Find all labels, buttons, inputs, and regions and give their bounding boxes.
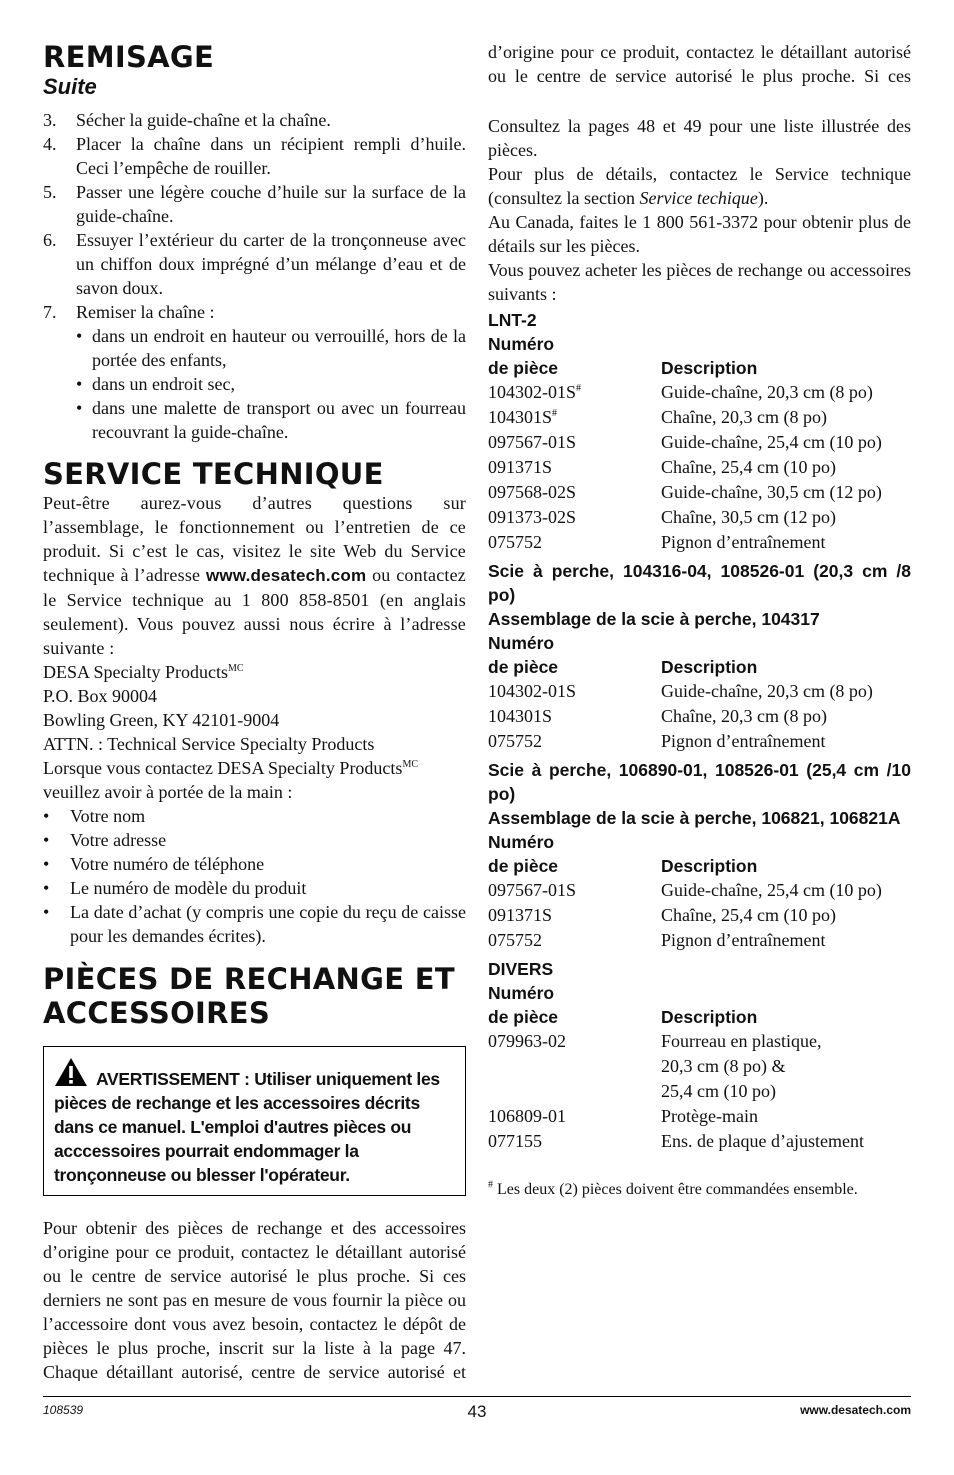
step-text: Sécher la guide-chaîne et la chaîne. <box>76 110 331 130</box>
parts-table <box>488 332 911 555</box>
part-number: 079963-02 <box>488 1031 566 1051</box>
table-row <box>488 878 911 903</box>
page-footer <box>43 1396 911 1421</box>
parts-group <box>488 308 911 555</box>
list-item: • Le numéro de modèle du produit <box>43 878 307 898</box>
step-number: 7. <box>43 302 57 322</box>
parts-body <box>488 114 911 306</box>
part-number: 097568-02S <box>488 482 577 502</box>
list-item: • La date d’achat (y compris une copie du reçu de caisse pour les demandes écrites). <box>43 902 466 946</box>
column-header-description: Description <box>661 657 758 677</box>
warning-text: AVERTISSEMENT : Utiliser uniquement les pièces de rechange et les accessoires décrits dans ce manuel. L'emploi d'autres pièces ou acccessoires pourrait endommager la tronçonneuse ou blesser l'opérateur. <box>54 1069 440 1185</box>
list-item: • Votre numéro de téléphone <box>43 854 265 874</box>
step-item <box>43 180 466 228</box>
part-description: Guide-chaîne, 25,4 cm (10 po) <box>661 432 882 452</box>
part-description: Pignon d’entraînement <box>661 731 826 751</box>
parts-paragraph-1-continued: d’origine pour ce produit, contactez le détaillant autorisé ou le centre de service autorisé le plus proche. Si ces <box>488 42 911 86</box>
table-row <box>488 530 911 555</box>
table-row <box>488 405 911 430</box>
part-number: 104302-01S# <box>488 382 582 402</box>
part-description: Fourreau en plastique, 20,3 cm (8 po) & 25,4 cm (10 po) <box>661 1031 822 1101</box>
parts-group-heading: LNT-2 <box>488 310 537 330</box>
column-header-part: de pièce <box>488 358 559 378</box>
storage-bullets <box>76 324 466 444</box>
step-text: Passer une légère couche d’huile sur la surface de la guide-chaîne. <box>76 182 466 226</box>
service-body <box>43 491 466 948</box>
table-row <box>488 480 911 505</box>
service-website-link[interactable]: www.desatech.com <box>205 566 367 585</box>
part-description: Chaîne, 20,3 cm (8 po) <box>661 407 827 427</box>
parts-group-heading: Assemblage de la scie à perche, 106821, 106821A <box>488 808 901 828</box>
trademark-mark: MC <box>228 663 244 674</box>
step-item <box>43 300 466 444</box>
table-row <box>488 928 911 953</box>
column-header-part: Numéro <box>488 334 555 354</box>
parts-list <box>488 308 911 1154</box>
step-item <box>43 132 466 180</box>
parts-paragraph-2: Consultez la pages 48 et 49 pour une liste illustrée des pièces. <box>488 116 911 160</box>
table-row <box>488 729 911 754</box>
parts-group <box>488 957 911 1154</box>
part-number: 104301S <box>488 706 553 726</box>
step-text: Placer la chaîne dans un récipient rempli d’huile. Ceci l’empêche de rouiller. <box>76 134 466 178</box>
table-row <box>488 380 911 405</box>
part-description: Ens. de plaque d’ajustement <box>661 1131 864 1151</box>
parts-table <box>488 631 911 754</box>
part-number: 091371S <box>488 905 553 925</box>
table-row <box>488 430 911 455</box>
part-number: 075752 <box>488 930 542 950</box>
step-item <box>43 228 466 300</box>
part-description: Guide-chaîne, 20,3 cm (8 po) <box>661 681 873 701</box>
service-section-reference: Service techique <box>639 188 758 208</box>
part-number: 075752 <box>488 532 542 552</box>
step-number: 3. <box>43 110 57 130</box>
parts-continued <box>488 40 911 88</box>
service-intro: Peut-être aurez-vous d’autres questions sur l’assemblage, le fonctionnement ou l’entretien de ce produit. Si c’est le cas, visitez le site Web du Service technique à l’adresse www.desatech.com ou contactez le Service technique au 1 800 858-8501 (en anglais seulement). Vous pouvez aussi nous écrire à l’adresse suivante : <box>43 493 466 658</box>
part-description: Pignon d’entraînement <box>661 930 826 950</box>
column-header-description: Description <box>661 856 758 876</box>
parts-group-heading: Assemblage de la scie à perche, 104317 <box>488 609 820 629</box>
contact-instructions: Lorsque vous contactez DESA Specialty Products$^{MC}$ veuillez avoir à portée de la main : <box>43 758 418 802</box>
column-header-part: de pièce <box>488 1007 559 1027</box>
parts-paragraph-4: Au Canada, faites le 1 800 561-3372 pour obtenir plus de détails sur les pièces. <box>488 212 911 256</box>
part-description: Chaîne, 25,4 cm (10 po) <box>661 905 836 925</box>
column-header-description: Description <box>661 358 758 378</box>
step-number: 6. <box>43 230 57 250</box>
column-header-part: Numéro <box>488 633 555 653</box>
parts-heading: PIÈCES DE RECHANGE ET ACCESSOIRES <box>43 962 455 1030</box>
parts-group-heading: DIVERS <box>488 959 554 979</box>
part-number: 106809-01 <box>488 1106 566 1126</box>
list-item: • dans un endroit sec, <box>76 374 235 394</box>
column-header-part: de pièce <box>488 657 559 677</box>
part-description: Guide-chaîne, 20,3 cm (8 po) <box>661 382 873 402</box>
contact-checklist <box>43 804 466 948</box>
part-description: Pignon d’entraînement <box>661 532 826 552</box>
table-row <box>488 1104 911 1129</box>
parts-table <box>488 981 911 1154</box>
parts-group <box>488 758 911 953</box>
parts-table <box>488 830 911 953</box>
table-row <box>488 704 911 729</box>
part-number: 091373-02S <box>488 507 577 527</box>
step-item <box>43 108 466 132</box>
column-header-description: Description <box>661 1007 758 1027</box>
parts-group-heading: Scie à perche, 104316-04, 108526-01 (20,3 cm /8 po) <box>488 561 911 605</box>
part-description: Chaîne, 25,4 cm (10 po) <box>661 457 836 477</box>
address-company: DESA Specialty Products$^{MC}$ <box>43 662 244 682</box>
step-text: Remiser la chaîne : <box>76 302 215 322</box>
column-header-part: de pièce <box>488 856 559 876</box>
part-description: Guide-chaîne, 25,4 cm (10 po) <box>661 880 882 900</box>
table-row <box>488 1129 911 1154</box>
parts-paragraph-3: Pour plus de détails, contactez le Service technique (consultez la section Service techique). <box>488 164 911 208</box>
remisage-heading: REMISAGE <box>43 40 215 74</box>
column-header-part: Numéro <box>488 832 555 852</box>
table-row <box>488 903 911 928</box>
service-heading: SERVICE TECHNIQUE <box>43 457 384 491</box>
part-number: 091371S <box>488 457 553 477</box>
column-header-part: Numéro <box>488 983 555 1003</box>
part-number: 075752 <box>488 731 542 751</box>
part-number: 104302-01S <box>488 681 577 701</box>
left-column <box>43 40 466 1381</box>
right-column <box>488 40 911 1200</box>
remisage-subtitle: Suite <box>43 74 97 99</box>
address-city: Bowling Green, KY 42101-9004 <box>43 710 280 730</box>
part-description: Protège-main <box>661 1106 758 1126</box>
table-row <box>488 1029 911 1104</box>
warning-icon <box>54 1057 88 1087</box>
part-number: 077155 <box>488 1131 542 1151</box>
list-item: • Votre adresse <box>43 830 167 850</box>
trademark-mark: MC <box>402 759 418 770</box>
step-text: Essuyer l’extérieur du carter de la tronçonneuse avec un chiffon doux imprégné d’un mélange d’eau et de savon doux. <box>76 230 466 298</box>
table-row <box>488 505 911 530</box>
parts-group-heading: Scie à perche, 106890-01, 108526-01 (25,4 cm /10 po) <box>488 760 911 804</box>
part-description: Guide-chaîne, 30,5 cm (12 po) <box>661 482 882 502</box>
footnote-mark: # <box>552 408 558 419</box>
step-number: 5. <box>43 182 57 202</box>
list-item: • dans une malette de transport ou avec un fourreau recouvrant la guide-chaîne. <box>76 398 466 442</box>
part-number: 097567-01S <box>488 880 577 900</box>
document-number: 108539 <box>43 1403 84 1417</box>
part-description: Chaîne, 30,5 cm (12 po) <box>661 507 836 527</box>
footnote: # Les deux (2) pièces doivent être commandées ensemble. <box>488 1179 858 1198</box>
part-description: Chaîne, 20,3 cm (8 po) <box>661 706 827 726</box>
step-number: 4. <box>43 134 57 154</box>
list-item: • Votre nom <box>43 806 146 826</box>
list-item: • dans un endroit en hauteur ou verrouillé, hors de la portée des enfants, <box>76 326 466 370</box>
footnote-mark: # <box>576 383 582 394</box>
parts-group <box>488 559 911 754</box>
page-number: 43 <box>467 1402 487 1421</box>
address-box: P.O. Box 90004 <box>43 686 158 706</box>
table-row <box>488 455 911 480</box>
part-number: 097567-01S <box>488 432 577 452</box>
footer-website: www.desatech.com <box>800 1403 911 1417</box>
part-number: 104301S# <box>488 407 558 427</box>
parts-paragraph-1: Pour obtenir des pièces de rechange et des accessoires d’origine pour ce produit, contactez le détaillant autorisé ou le centre de service autorisé le plus proche. Si ces derniers ne sont pas en mesure de vous fournir la pièce ou l’accessoire dont vous avez besoin, contactez le dépôt de pièces le plus proche, inscrit sur la liste à la page 47. Chaque détaillant autorisé, centre de service autorisé et <box>43 1218 466 1381</box>
warning-box <box>43 1046 466 1196</box>
table-row <box>488 679 911 704</box>
parts-paragraph-5: Vous pouvez acheter les pièces de rechange ou accessoires suivants : <box>488 260 911 304</box>
remisage-steps <box>43 108 466 444</box>
address-attn: ATTN. : Technical Service Specialty Products <box>43 734 375 754</box>
